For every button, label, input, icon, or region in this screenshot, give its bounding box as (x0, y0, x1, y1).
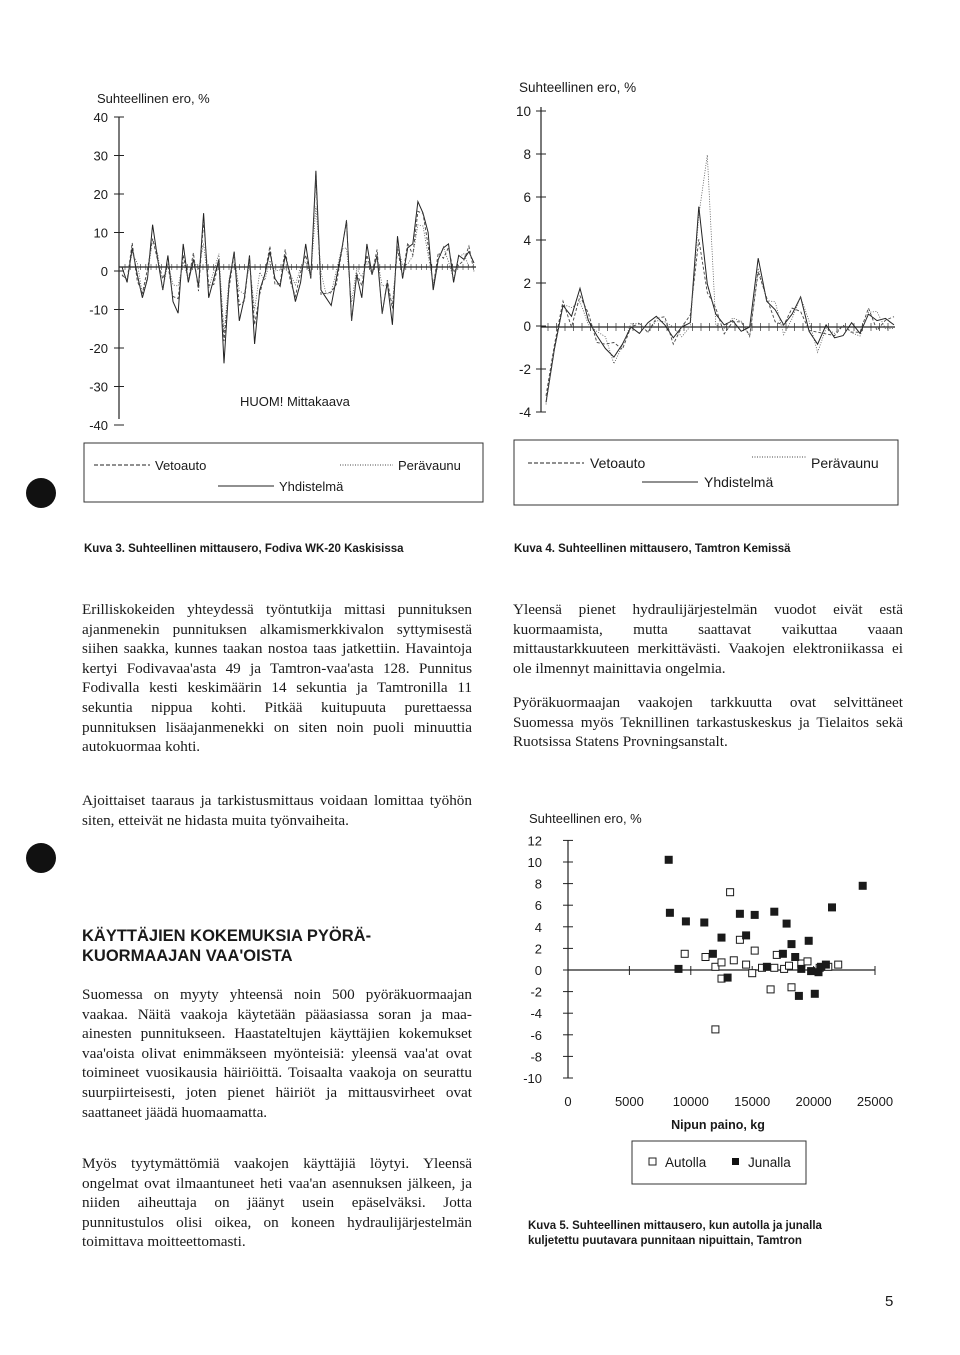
fig5-point-junalla (783, 920, 790, 927)
fig3-ylabel: Suhteellinen ero, % (97, 91, 210, 106)
fig5-point-autolla (749, 970, 756, 977)
fig5-point-autolla (702, 954, 709, 961)
fig5-ylabel: Suhteellinen ero, % (529, 811, 642, 826)
fig5-point-junalla (859, 882, 866, 889)
fig5-x-tick-label: 20000 (795, 1094, 832, 1109)
fig4-tick-label: 10 (515, 104, 531, 119)
fig3-tick-label: 20 (93, 187, 108, 202)
fig5-point-junalla (718, 934, 725, 941)
section-heading-line-1: KÄYTTÄJIEN KOKEMUKSIA PYÖRÄ- (82, 927, 372, 945)
fig4-ylabel: Suhteellinen ero, % (519, 80, 637, 95)
fig5-point-junalla (675, 965, 682, 972)
fig4-tick-label: 8 (523, 147, 531, 162)
figure-3-chart (84, 91, 483, 502)
fig5-x-tick-label: 15000 (734, 1094, 771, 1109)
fig4-tick-label: 0 (523, 319, 531, 334)
fig5-y-tick-label: 2 (534, 941, 542, 957)
fig4-series-yhdistelma-line (546, 207, 894, 403)
fig4-tick-label: 4 (523, 233, 531, 248)
fig5-point-junalla (763, 963, 770, 970)
fig5-point-junalla (808, 968, 815, 975)
fig3-legend-yhdistelma: Yhdistelmä (279, 479, 344, 494)
fig5-y-tick-label: 0 (534, 963, 542, 978)
fig5-point-autolla (727, 889, 734, 896)
fig5-x-tick-label: 5000 (614, 1094, 644, 1109)
fig3-caption: Kuva 3. Suhteellinen mittausero, Fodiva WK-20 Kaskisissa (84, 543, 404, 555)
fig5-y-tick-label: -10 (523, 1071, 542, 1086)
fig5-point-junalla (771, 908, 778, 915)
fig3-tick-label: -30 (89, 379, 108, 395)
fig5-y-tick-label: 10 (527, 855, 542, 870)
fig5-caption (528, 1219, 822, 1249)
fig5-x-ticks (564, 966, 893, 1109)
fig5-point-autolla (788, 984, 795, 991)
fig5-point-junalla (736, 910, 743, 917)
fig5-x-tick-label: 25000 (856, 1094, 894, 1109)
right-paragraph-2: Pyöräkuormaajan vaakojen tarkkuutta ovat selvittäneet Suomessa myös Teknillinen tarkastuskeskus ja Tielaitos sekä Ruotsissa Statens Provningsanstalt. (513, 694, 903, 751)
fig4-tick-label: -2 (518, 362, 531, 377)
fig5-point-junalla (666, 909, 673, 916)
fig5-point-junalla (829, 904, 836, 911)
left-paragraph-4: Myös tyytymättömiä vaakojen käyttäjiä löytyi. Yleensä ongelmat ovat ilmaantuneet heti vaa'an asennuksen jälkeen, ja niiden aiheuttaja on jäänyt usein epäselväksi. Jotta punnitustulos olisi oikea, on koneen hydraulijärjestelmän toimittava moitteettomasti. (82, 1155, 472, 1251)
fig4-legend-peravaunu: Perävaunu (811, 455, 879, 471)
fig3-legend-vetoauto: Vetoauto (155, 458, 207, 473)
fig5-y-tick-label: -8 (530, 1049, 542, 1065)
fig5-point-junalla (724, 974, 731, 981)
fig5-xlabel: Nipun paino, kg (671, 1118, 765, 1132)
fig5-point-autolla (767, 986, 774, 993)
fig5-point-autolla (804, 958, 811, 965)
fig4-series-vetoauto-line (546, 239, 894, 395)
fig5-y-tick-label: -2 (530, 984, 542, 1000)
fig5-point-junalla (792, 954, 799, 961)
fig5-point-junalla (701, 919, 708, 926)
fig5-y-tick-label: 8 (534, 876, 542, 892)
fig3-tick-label: 40 (93, 110, 108, 125)
fig5-point-autolla (743, 961, 750, 968)
left-paragraph-3: Suomessa on myyty yhteensä noin 500 pyöräkuormaajan vaakaa. Näitä vaakoja käytetään pääasiassa soran ja maa-ainesten punnitukseen. Haastateltujen käyttäjien kokemukset vaa'oista olivat enimmäkseen myönteisiä: yleensä vaa'at ovat toimineet vuosikausia häiriöittä. Toisaalta vaakoja on seurattu suurpiirteisesti, joten pienet häiriöt ja mittausvirheet ovat saattaneet jäädä huomaamatta. (82, 986, 472, 1121)
fig3-legend-peravaunu: Perävaunu (398, 458, 461, 473)
fig5-legend-autolla: Autolla (665, 1155, 707, 1170)
fig4-tick-label: 6 (523, 190, 531, 205)
fig5-point-junalla (811, 990, 818, 997)
fig5-y-tick-label: -6 (530, 1027, 542, 1043)
fig5-x-tick-label: 10000 (672, 1094, 709, 1109)
fig5-point-autolla (712, 1026, 719, 1033)
fig5-point-autolla (681, 950, 688, 957)
fig5-x-tick-label: 0 (564, 1094, 572, 1109)
fig3-tick-label: -10 (89, 302, 108, 318)
fig5-point-junalla (682, 918, 689, 925)
right-paragraph-1: Yleensä pienet hydraulijärjestelmän vuodot eivät estä kuormaamista, mutta saattavat vaikuttaa vaaan mittaustarkkuuteen merkittävästi. Vaakojen elektroniikassa ei ole ilmennyt mainittavia ongelmia. (513, 601, 903, 677)
fig5-legend-autolla-marker (649, 1158, 656, 1165)
fig5-point-junalla (743, 932, 750, 939)
figure-5-scatter-chart (523, 811, 893, 1184)
fig5-point-junalla (798, 965, 805, 972)
fig3-note: HUOM! Mittakaava (240, 394, 350, 409)
fig5-y-ticks (523, 833, 573, 1086)
left-paragraph-1: Erilliskokeiden yhteydessä työntutkija mittasi punnituksen ajanmenekin punnituksen alkamismerkkivalon syttymisestä siihen saakka, kunnes taakan nostoa taas jatkettiin. Havaintoja kertyi Fodivavaa'asta 49 ja Tamtron-vaa'asta 128. Punnitus Fodivalla kesti keskimäärin 14 sekuntia ja Tamtronilla 11 sekuntia nippua kohti. Pitkää kuitupuuta purettaessa punnituksen lisäajanmenekki on siten noin puoli minuuttia autokuormaa kohti. (82, 601, 472, 756)
fig3-tick-label: 0 (100, 264, 108, 279)
fig5-point-autolla (730, 957, 737, 964)
left-paragraph-2: Ajoittaiset taaraus ja tarkistusmittaus voidaan lomittaa työhön siten, etteivät ne hidasta muita työnvaiheita. (82, 792, 472, 829)
fig4-legend-box (514, 440, 898, 505)
fig5-point-junalla (795, 992, 802, 999)
fig4-tick-label: 2 (523, 276, 531, 291)
fig5-y-tick-label: 6 (534, 898, 542, 914)
section-heading-line-2: KUORMAAJAN VAA'OISTA (82, 947, 293, 965)
fig5-points (665, 856, 866, 1033)
fig5-point-junalla (751, 911, 758, 918)
fig4-legend-vetoauto: Vetoauto (590, 455, 646, 471)
fig4-series-peravaunu-line (546, 155, 894, 404)
fig3-tick-label: 30 (93, 148, 108, 164)
page-number: 5 (885, 1293, 894, 1310)
fig5-point-autolla (718, 959, 725, 966)
fig5-legend-junalla-marker (732, 1158, 739, 1165)
fig5-legend-junalla: Junalla (748, 1155, 791, 1170)
fig5-y-tick-label: 4 (534, 919, 542, 935)
fig5-point-junalla (665, 856, 672, 863)
fig5-point-autolla (751, 947, 758, 954)
fig5-point-autolla (771, 964, 778, 971)
fig5-caption-line-2: kuljetettu puutavara punnitaan nipuittain, Tamtron (528, 1235, 802, 1247)
fig5-point-junalla (805, 937, 812, 944)
fig3-tick-label: -40 (89, 418, 108, 433)
fig5-point-junalla (779, 950, 786, 957)
fig3-tick-label: 10 (93, 225, 108, 241)
fig4-x-ticks (548, 323, 888, 331)
fig3-tick-label: -20 (89, 341, 108, 356)
fig5-caption-line-1: Kuva 5. Suhteellinen mittausero, kun autolla ja junalla (528, 1220, 822, 1232)
fig5-y-tick-label: 12 (527, 833, 542, 849)
figure-4-chart (514, 80, 898, 505)
fig5-point-junalla (788, 941, 795, 948)
fig5-point-autolla (835, 961, 842, 968)
fig5-point-junalla (709, 950, 716, 957)
fig5-point-junalla (818, 963, 825, 970)
fig4-caption: Kuva 4. Suhteellinen mittausero, Tamtron Kemissä (514, 543, 791, 555)
fig5-point-autolla (786, 962, 793, 969)
fig4-tick-label: -4 (518, 405, 531, 420)
section-heading (82, 926, 482, 966)
fig4-legend-yhdistelma: Yhdistelmä (704, 474, 774, 490)
fig5-y-tick-label: -4 (530, 1006, 542, 1022)
fig3-series-vetoauto-line (122, 178, 474, 342)
